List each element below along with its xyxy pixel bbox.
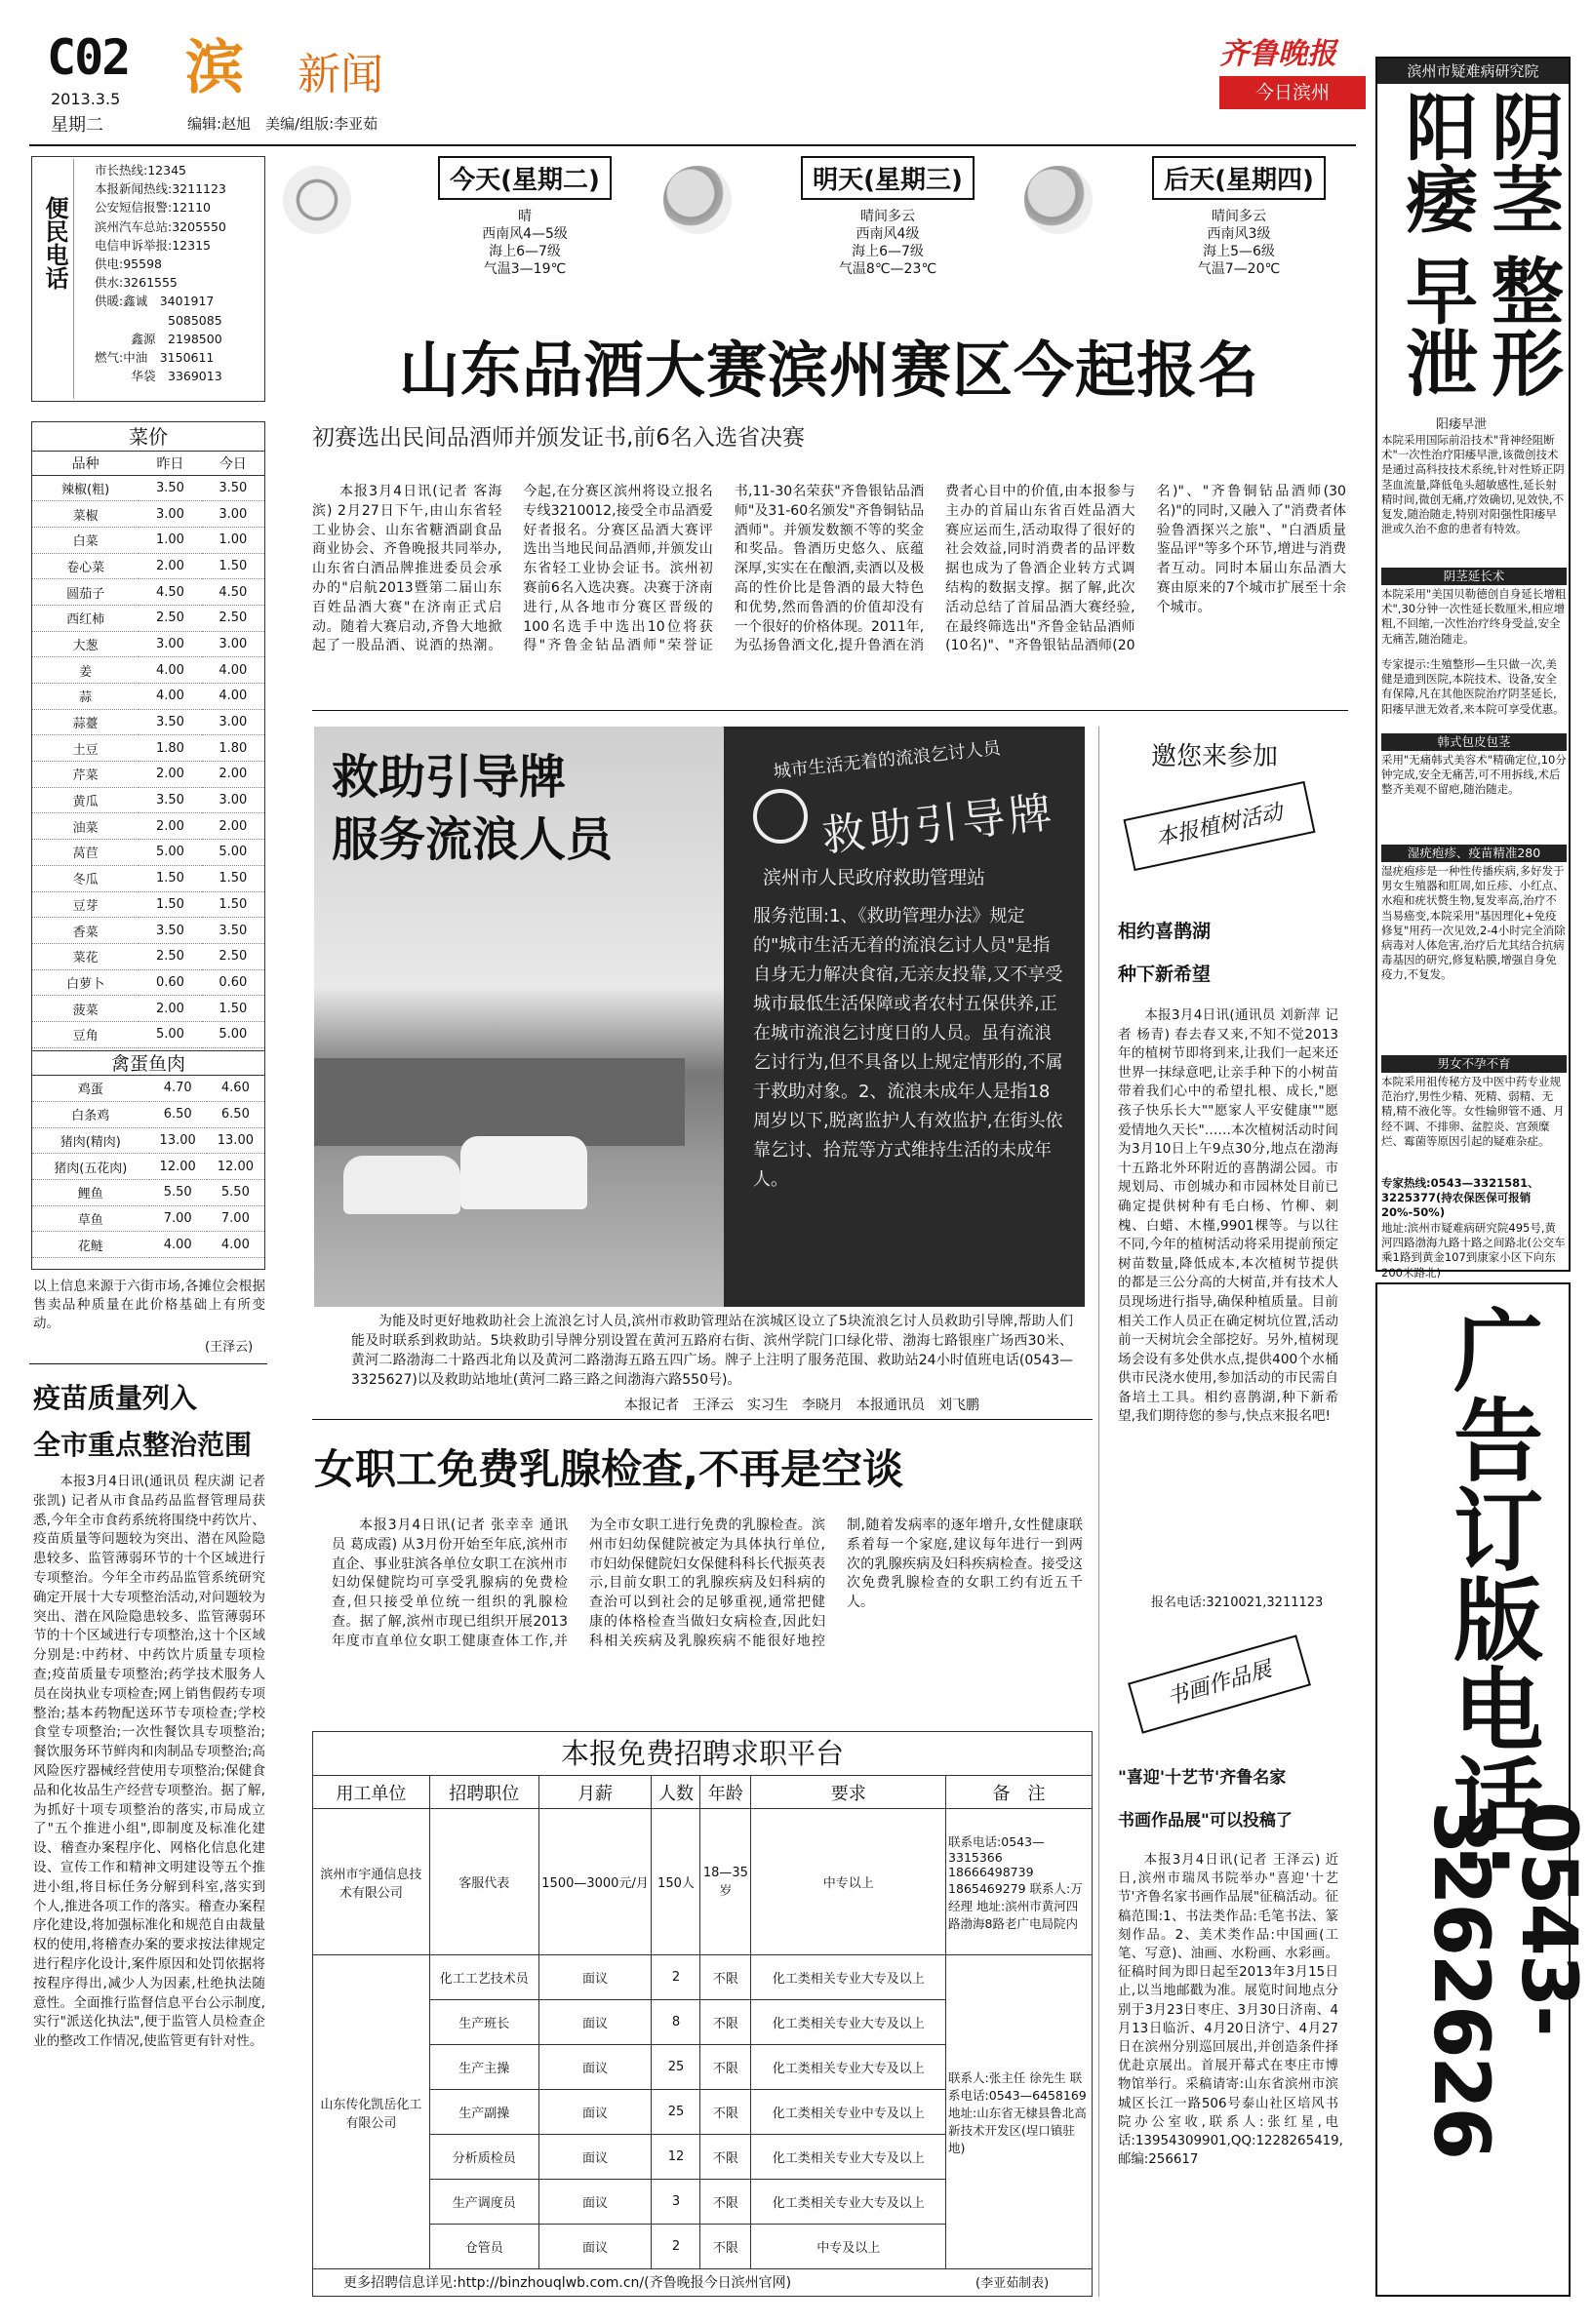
meat-price-table: [32, 1076, 264, 1258]
sign-top-text: 城市生活无着的流浪乞讨人员: [772, 737, 1002, 783]
hotline-item: 市长热线:12345: [95, 163, 186, 177]
veg-header: 今日: [202, 452, 264, 475]
price-cell: 2.50: [139, 605, 201, 631]
price-cell: 1.50: [139, 891, 201, 918]
price-cell: 1.50: [202, 891, 264, 918]
price-cell: 2.00: [139, 762, 201, 788]
recruit-cell: 面议: [538, 2225, 652, 2269]
table-row: [32, 605, 264, 631]
price-cell: 0.60: [202, 969, 264, 996]
photo-buildings: [314, 1058, 685, 1146]
price-note: 以上信息来源于六街市场,各摊位会根据售卖品种质量在此价格基础上有所变动。: [33, 1279, 265, 1331]
recruit-header: 月薪: [538, 1776, 652, 1809]
recruit-cell: 不限: [700, 2225, 751, 2269]
table-row: [32, 1232, 264, 1258]
weather-dayafter-temp: 气温7—20℃: [1197, 261, 1281, 277]
price-cell: 菠菜: [32, 996, 139, 1022]
recruit-cell: 生产班长: [429, 2000, 538, 2045]
photo-credit: 本报记者 王泽云 实习生 李晓月 本报通讯员 刘飞鹏: [624, 1398, 979, 1413]
recruit-cell: 客服代表: [429, 1809, 538, 1955]
rescue-sign-board: [724, 727, 1085, 1307]
price-cell: 13.00: [149, 1127, 207, 1154]
price-cell: 蒜: [32, 684, 139, 710]
table-row: [32, 1205, 264, 1232]
price-cell: 4.50: [139, 579, 201, 606]
clinic-big-1: 阳痿: [1394, 90, 1478, 234]
price-cell: 4.00: [202, 657, 264, 684]
recruit-cell: 不限: [700, 2000, 751, 2045]
weather-strip: [283, 156, 1346, 302]
sign-text: 服务范围:1、《救助管理办法》规定的"城市生活无着的流浪乞讨人员"是指自身无力解决食宿,无亲友投靠,又不享受城市最低生活保障或者农村五保供养,正在城市流浪乞讨度日的人员。虽有流浪乞讨行为,但不具备以上规定情形的,不属于救助对象。2、流浪未成年人是指18周岁以下,脱离监护人有效监护,在街头依靠乞讨、拾荒等方式维持生活的未成年人。: [753, 906, 1063, 1190]
hotline-box: [31, 156, 265, 402]
clinic-t2: 阴茎延长术: [1381, 568, 1567, 585]
price-cell: 2.00: [202, 813, 264, 840]
ad-phone-box: [1375, 1282, 1592, 2297]
recruit-cell: 1500—3000元/月: [538, 1809, 652, 1955]
price-cell: 5.00: [202, 840, 264, 866]
sign-org: 滨州市人民政府救助管理站: [763, 867, 986, 888]
price-cell: 4.60: [207, 1076, 264, 1102]
clinic-address: 地址:滨州市疑难病研究院495号,黄河四路渤海九路十路之间路北(公交车乘1路到黄金107到康家小区下向东200米路北): [1381, 1221, 1566, 1280]
recruit-note: 联系人:张主任 徐先生 联系电话:0543—6458169 地址:山东省无棣县鲁北高新技术开发区(埕口镇驻地): [946, 1955, 1093, 2269]
weather-dayafter-sea: 海上5—6级: [1203, 244, 1275, 259]
price-cell: 5.50: [207, 1179, 264, 1205]
price-cell: 3.50: [139, 475, 201, 501]
recruit-cell: 生产主操: [429, 2045, 538, 2090]
section-logo: 滨: [185, 34, 244, 102]
table-row: [32, 865, 264, 891]
recruit-header: 用工单位: [313, 1776, 430, 1809]
hotline-item: 燃气:中油 3150611: [95, 350, 215, 366]
recruit-header: 招聘职位: [429, 1776, 538, 1809]
newspaper-logo: 齐鲁晚报: [1219, 37, 1336, 71]
price-cell: 12.00: [207, 1154, 264, 1180]
table-row: [32, 813, 264, 840]
price-cell: 5.00: [202, 1021, 264, 1047]
weather-today-wind: 西南风4—5级: [482, 226, 568, 242]
price-cell: 3.00: [139, 501, 201, 528]
hotline-item: 公安短信报警:12110: [95, 200, 211, 216]
recruit-cell: 分析质检员: [429, 2135, 538, 2180]
recruit-cell: 2: [652, 2225, 700, 2269]
price-cell: 辣椒(粗): [32, 475, 139, 501]
recruit-cell: 25: [652, 2045, 700, 2090]
recruit-cell: 生产调度员: [429, 2180, 538, 2225]
left-article-title-1: 疫苗质量列入: [33, 1382, 198, 1414]
price-cell: 1.00: [202, 527, 264, 553]
sign-emblem-icon: [753, 789, 808, 844]
price-cell: 黄瓜: [32, 787, 139, 813]
table-row: [32, 1101, 264, 1127]
table-row: [32, 1076, 264, 1102]
recruit-cell: 仓管员: [429, 2225, 538, 2269]
table-row: [32, 840, 264, 866]
recruit-cell: 化工类相关专业中专及以上: [751, 2090, 946, 2135]
hotline-item: 本报新闻热线:3211123: [95, 181, 226, 197]
price-cell: 4.00: [202, 684, 264, 710]
price-cell: 2.00: [139, 553, 201, 579]
hotline-item: 华袋 3369013: [95, 369, 222, 384]
table-row: [313, 1809, 1093, 1955]
price-cell: 1.50: [202, 553, 264, 579]
price-table-box: [31, 421, 265, 1270]
recruit-cell: 不限: [700, 2180, 751, 2225]
table-row: [32, 969, 264, 996]
price-cell: 2.00: [139, 996, 201, 1022]
clinic-big-4: 整形: [1480, 254, 1564, 398]
price-cell: 草鱼: [32, 1205, 149, 1232]
hotline-list: [95, 161, 260, 385]
hotline-item: 供电:95598: [95, 256, 162, 272]
clinic-p2: 本院采用"美国贝勒德创自身延长增粗术",30分钟一次性延长数厘米,相应增粗,不回缩,一次性治疗终身受益,安全无痛苦,随治随走。: [1381, 587, 1567, 646]
table-row: [32, 735, 264, 762]
price-cell: 姜: [32, 657, 139, 684]
photo-caption: 为能及时更好地救助社会上流浪乞讨人员,滨州市救助管理站在滨城区设立了5块流浪乞讨人员救助引导牌,帮助人们能及时联系到救助站。5块救助引导牌分别设置在黄河五路府右街、滨州学院门口绿化带、渤海七路银座广场西30米、黄河二路渤海二十路西北角以及黄河二路渤海五路五四广场。牌子上注明了服务范围、救助站24小时值班电话(0543—3325627)以及救助站地址(黄河二路三路之间渤海六路550号)。: [351, 1314, 1073, 1388]
clinic-t3: 韩式包皮包茎: [1381, 733, 1567, 751]
price-cell: 3.00: [139, 631, 201, 657]
recruit-cell: 12: [652, 2135, 700, 2180]
price-cell: 4.00: [139, 684, 201, 710]
recruit-cell: 面议: [538, 2180, 652, 2225]
recruit-cell: 不限: [700, 2135, 751, 2180]
art-body: 本报3月4日讯(记者 王泽云) 近日,滨州市瑞凤书院举办"喜迎'十艺节'齐鲁名家书画作品展"征稿活动。征稿范围:1、书法类作品:毛笔书法、篆刻作品。2、美术类作品:中国画(工笔、写意)、油画、水粉画、水彩画。征稿时间为即日起至2013年3月15日止,以当地邮戳为准。展览时间地点分别于3月23日枣庄、3月30日济南、4月13日临沂、4月20日济宁、4月27日在滨州分别巡回展出,并创造条件择优赴京展出。首展开幕式在枣庄市博物馆举行。采稿请寄:山东省滨州市滨城区长江一路506号泰山社区培风书院办公室收,联系人:张红星,电话:13954309901,QQ:1228265419,邮编:256617: [1118, 1853, 1343, 2168]
recruit-cell: 生产副操: [429, 2090, 538, 2135]
weather-today-title: 今天(星期二): [438, 156, 612, 200]
invite-headline-2: 种下新希望: [1118, 964, 1212, 985]
partly-cloudy-icon-2: [1024, 166, 1093, 234]
photo-van: [460, 1136, 587, 1209]
weather-dayafter: [1141, 156, 1336, 278]
main-headline: 山东品酒大赛滨州赛区今起报名: [398, 335, 1259, 406]
recruit-header: 要求: [751, 1776, 946, 1809]
clinic-sub: 阳痿早泄: [1436, 417, 1488, 432]
price-cell: 西红柿: [32, 605, 139, 631]
price-cell: 莴苣: [32, 840, 139, 866]
price-cell: 1.80: [202, 735, 264, 762]
price-cell: 1.50: [202, 865, 264, 891]
clinic-p5: 本院采用祖传秘方及中医中药专业规范治疗,男性少精、死精、弱精、无精,精不液化等。女性输卵管不通、月经不调、不排卵、盆腔炎、宫颈糜烂、霉菌等原因引起的疑难杂症。: [1381, 1075, 1565, 1148]
price-cell: 3.50: [202, 475, 264, 501]
women-headline: 女职工免费乳腺检查,不再是空谈: [314, 1445, 903, 1493]
price-cell: 鲤鱼: [32, 1179, 149, 1205]
table-row: [32, 475, 264, 501]
recruit-cell: 中专及以上: [751, 2225, 946, 2269]
left-article-body: 本报3月4日讯(通讯员 程庆湖 记者 张凯) 记者从市食品药品监督管理局获悉,今年全市食药系统将围绕中药饮片、疫苗质量等问题较为突出、潜在风险隐患较多、监管薄弱环节的十个区域进行专项整治。今年全市药品监管系统研究确定开展十大专项整治活动,对问题较为突出、潜在风险隐患较多、监管薄弱环节的十个区域进行专项整治,这十个区域分别是:中药材、中药饮片质量专项检查;疫苗质量专项整治;药学技术服务人员在岗执业专项检查;网上销售假药专项整治;基本药物配送环节专项检查;学校食堂专项整治;一次性餐饮具专项整治;餐饮服务环节鲜肉和肉制品专项整治;高风险医疗器械经营使用专项整治;保健食品和化妆品生产经营专项整治。据了解,为抓好十项专项整治的落实,市局成立了"五个推进小组",即制度及标准化建设、稽查办案程序化、网格化信息化建设、宣传工作和精神文明建设等五个推进小组,将目标任务分解到科室,落实到个人,推进各项工作的落实。稽查办案程序化建设,将加强标准化和规范自由裁量权的使用,将稽查办案的要求按法律规定进行程序化设计,案件原因和处罚依据将按程序得出,减少人为因素,杜绝执法随意性。全面推行监督信息平台公示制度,实行"派送化执法",便于监管人员检查企业的整改工作情况,使监管更有针对性。: [33, 1474, 265, 2050]
price-cell: 大葱: [32, 631, 139, 657]
weather-dayafter-wind: 西南风3级: [1207, 226, 1271, 242]
price-cell: 白菜: [32, 527, 139, 553]
recruit-cell: 中专以上: [751, 1809, 946, 1955]
weather-today-temp: 气温3—19℃: [483, 261, 567, 277]
art-headline-1: "喜迎'十艺节'齐鲁名家: [1118, 1768, 1287, 1788]
table-row: [32, 579, 264, 606]
table-row: [32, 891, 264, 918]
price-cell: 3.50: [139, 787, 201, 813]
price-cell: 豆角: [32, 1021, 139, 1047]
price-cell: 6.50: [149, 1101, 207, 1127]
weather-today: [427, 156, 622, 278]
weather-tomorrow-temp: 气温8℃—23℃: [838, 261, 937, 277]
price-cell: 芹菜: [32, 762, 139, 788]
recruit-cell: 面议: [538, 2135, 652, 2180]
clinic-ad: [1375, 57, 1571, 1280]
table-row: [32, 527, 264, 553]
price-cell: 3.50: [202, 918, 264, 944]
photo-overlay-title-2: 服务流浪人员: [332, 812, 614, 867]
hotline-item: 供水:3261555: [95, 275, 178, 291]
price-cell: 菜椒: [32, 501, 139, 528]
clinic-hotline: 专家热线:0543—3321581、3225377(持农保医保可报销20%-50%): [1381, 1176, 1539, 1220]
price-cell: 12.00: [149, 1154, 207, 1180]
table-row: [32, 1179, 264, 1205]
price-cell: 0.60: [139, 969, 201, 996]
issue-weekday: 星期二: [51, 115, 103, 136]
table-row: [32, 1127, 264, 1154]
clinic-p1: 本院采用国际前沿技术"背神经阻断术"一次性治疗阳痿早泄,该微创技术是通过高科技技术系统,针对性矫正阴茎血流量,降低龟头超敏感性,延长射精时间,微创无痛,疗效确切,见效快,不复发,随治随走,特别对阳强性阳痿早泄或久治不愈的患者有特效。: [1381, 433, 1565, 536]
price-cell: 3.00: [202, 787, 264, 813]
price-cell: 白萝卜: [32, 969, 139, 996]
price-cell: 1.00: [139, 527, 201, 553]
veg-header: 品种: [32, 452, 139, 475]
photo-car: [343, 1156, 460, 1214]
clinic-t5: 男女不孕不育: [1381, 1055, 1567, 1073]
price-cell: 1.80: [139, 735, 201, 762]
invite-title: 邀您来参加: [1151, 742, 1279, 771]
table-row: [32, 996, 264, 1022]
price-cell: 蒜薹: [32, 709, 139, 735]
table-row: [32, 787, 264, 813]
clinic-t4: 湿疣疱疹、疫苗精准280: [1381, 845, 1567, 862]
weather-dayafter-title: 后天(星期四): [1152, 156, 1326, 200]
recruit-cell: 化工工艺技术员: [429, 1955, 538, 2000]
price-cell: 5.00: [139, 1021, 201, 1047]
table-row: [32, 918, 264, 944]
recruit-header: 年龄: [700, 1776, 751, 1809]
price-cell: 3.50: [139, 918, 201, 944]
hotline-item: 滨州汽车总站:3205550: [95, 218, 226, 234]
table-row: [32, 631, 264, 657]
recruit-company: 山东传化凯岳化工有限公司: [313, 1955, 430, 2269]
recruit-cell: 18—35岁: [700, 1809, 751, 1955]
recruit-cell: 不限: [700, 2090, 751, 2135]
price-cell: 鸡蛋: [32, 1076, 149, 1102]
price-cell: 3.00: [202, 501, 264, 528]
news-photo: [314, 727, 1085, 1307]
weather-tomorrow-wind: 西南风4级: [856, 226, 920, 242]
sun-icon: [283, 166, 351, 234]
weather-tomorrow-cond: 晴间多云: [860, 209, 915, 224]
table-row: [32, 943, 264, 969]
weather-tomorrow-title: 明天(星期三): [801, 156, 975, 200]
price-cell: 花鲢: [32, 1232, 149, 1258]
table-row: [32, 553, 264, 579]
recruit-cell: 3: [652, 2180, 700, 2225]
tree-planting-stamp: 本报植树活动: [1123, 781, 1315, 871]
price-cell: 3.00: [202, 631, 264, 657]
ad-booking-title: 广告订版电话:: [1439, 1304, 1543, 1878]
clinic-org: 滨州市疑难病研究院: [1377, 59, 1569, 84]
price-cell: 4.00: [139, 657, 201, 684]
price-cell: 1.50: [202, 996, 264, 1022]
price-cell: 3.50: [139, 709, 201, 735]
price-cell: 冬瓜: [32, 865, 139, 891]
veg-header: 昨日: [139, 452, 201, 475]
recruit-cell: 化工类相关专业大专及以上: [751, 2135, 946, 2180]
recruit-cell: 面议: [538, 2045, 652, 2090]
table-row: [32, 709, 264, 735]
women-story-body: 本报3月4日讯(记者 张幸幸 通讯员 葛成霞) 从3月份开始至年底,滨州市直企、事业驻滨各单位女职工在滨州市妇幼保健院均可享受乳腺病的免费检查,但只接受单位统一组织的乳腺检查。据了解,滨州市现已组织开展2013年度市直单位女职工健康查体工作,并为全市女职工进行免费的乳腺检查。滨州市妇幼保健院被定为具体执行单位,市妇幼保健院妇女保健科科长代振英表示,目前女职工的乳腺疾病及妇科病的查治可以到社会的足够重视,通常把健康的体格检查当做妇女病检查,因此妇科相关疾病及乳腺疾病不能很好地控制,随着发病率的逐年增升,女性健康联系着每一个家庭,建议每年进行一到两次的乳腺疾病及妇科疾病检查。接受这次免费乳腺检查的女职工约有近五千人。: [332, 1517, 1083, 1649]
page-number: C02: [47, 29, 130, 86]
recruit-cell: 150人: [652, 1809, 700, 1955]
table-row: [32, 684, 264, 710]
recruit-cell: 化工类相关专业大专及以上: [751, 2180, 946, 2225]
clinic-p3: 采用"无痛韩式美容术"精确定位,10分钟完成,安全无痛苦,可不用拆线,术后整齐美观不留疤,随治随走。: [1381, 753, 1567, 797]
table-row: [32, 762, 264, 788]
invite-headline-1: 相约喜鹊湖: [1118, 921, 1212, 942]
edition-badge: 今日滨州: [1219, 76, 1366, 109]
price-cell: 圆茄子: [32, 579, 139, 606]
price-cell: 13.00: [207, 1127, 264, 1154]
hotline-item: 供暖:鑫诚 3401917: [95, 294, 215, 309]
price-cell: 4.00: [207, 1232, 264, 1258]
recruit-platform: [312, 1731, 1093, 2297]
left-article-title-2: 全市重点整治范围: [33, 1429, 253, 1461]
issue-date: 2013.3.5: [51, 90, 121, 108]
recruit-cell: 8: [652, 2000, 700, 2045]
clinic-p4: 湿疣疱疹是一种性传播疾病,多好发于男女生殖器和肛周,如丘疹、小红点、水疱和疣状赘生物,复发率高,治疗不当易癌变,本院采用"基因理化+免疫修复"用药一次见效,2-4小时完全消除病毒对人体危害,治疗后尤其结合抗病毒基因的研究,修复粘膜,增强自身免疫力,不复发。: [1381, 864, 1566, 982]
clinic-big-3: 早泄: [1394, 254, 1478, 398]
price-cell: 猪肉(五花肉): [32, 1154, 149, 1180]
recruit-footer-author: (李亚茹制表): [975, 2276, 1050, 2291]
price-cell: 2.50: [202, 943, 264, 969]
recruit-cell: 面议: [538, 2000, 652, 2045]
price-cell: 香菜: [32, 918, 139, 944]
price-cell: 豆芽: [32, 891, 139, 918]
price-note-author: (王泽云): [205, 1340, 254, 1355]
clinic-p2b: 专家提示:生殖整形—生只做一次,美健是遗到医院,本院技术、设备,安全有保障,凡在其他医院治疗阴茎延长,阳痿早泄无效者,来本院可享受优惠。: [1381, 657, 1565, 716]
weather-tomorrow: [790, 156, 985, 278]
main-subhead: 初赛选出民间品酒师并颁发证书,前6名入选省决赛: [312, 425, 805, 451]
price-cell: 7.00: [149, 1205, 207, 1232]
price-cell: 2.50: [139, 943, 201, 969]
art-headline-2: 书画作品展"可以投稿了: [1118, 1811, 1293, 1831]
price-cell: 卷心菜: [32, 553, 139, 579]
recruit-cell: 不限: [700, 1955, 751, 2000]
price-table-title: 菜价: [32, 422, 264, 452]
weather-today-sea: 海上6—7级: [489, 244, 561, 259]
section-logo-text: 新闻: [298, 50, 383, 99]
price-cell: 猪肉(精肉): [32, 1127, 149, 1154]
recruit-cell: 面议: [538, 2090, 652, 2135]
hotline-item: 鑫源 2198500: [95, 331, 222, 346]
art-exhibit-stamp: 书画作品展: [1128, 1635, 1311, 1734]
recruit-company: 滨州市宇通信息技术有限公司: [313, 1809, 430, 1955]
ad-booking-phone: 0543-3262626: [1416, 1801, 1592, 2158]
price-cell: 6.50: [207, 1101, 264, 1127]
price-cell: 4.00: [149, 1232, 207, 1258]
table-row: [32, 657, 264, 684]
invite-body: 本报3月4日讯(通讯员 刘新萍 记者 杨青) 春去春又来,不知不觉2013年的植树节即将到来,让我们一起来还世界一抹绿意吧,让亲手种下的小树苗带着我们心中的希望扎根、成长,"愿孩子快乐长大""愿家人平安健康""愿爱情地久天长"……本次植树活动时间为3月10日上午9点30分,地点在渤海十五路北外环附近的喜鹊湖公园。市规划局、市创城办和市园林处目前已确定提供树种有毛白杨、竹柳、刺槐、白蜡、木槿,9901棵等。与以往不同,今年的植树活动将采用提前预定树苗数量,降低成本,本次植树节提供的都是三公分高的大树苗,并有技术人员现场进行指导,确保种植质量。目前相关工作人员正在确定树坑位置,活动前一天树坑会全部挖好。另外,植树现场会设有多处供水点,提供400个水桶供市民浇水使用,参加活动的市民需自备培土工具。相约喜鹊湖,种下新希望,我们期待您的参与,快点来报名吧!: [1118, 1007, 1338, 1425]
price-cell: 5.50: [149, 1179, 207, 1205]
price-cell: 菜花: [32, 943, 139, 969]
partly-cloudy-icon: [663, 166, 732, 234]
recruit-cell: 2: [652, 1955, 700, 2000]
invite-phone: 报名电话:3210021,3211123: [1151, 1595, 1324, 1610]
recruit-cell: 不限: [700, 2045, 751, 2090]
recruit-footer: 更多招聘信息详见:http://binzhouqlwb.com.cn/(齐鲁晚报今日滨州官网): [343, 2275, 792, 2291]
recruit-header: 人数: [652, 1776, 700, 1809]
veg-price-table: [32, 452, 264, 1048]
photo-overlay-title-1: 救助引导牌: [332, 750, 567, 805]
price-cell: 土豆: [32, 735, 139, 762]
editor-credits: 编辑:赵旭 美编/组版:李亚茹: [187, 115, 378, 133]
meat-table-title: 禽蛋鱼肉: [32, 1050, 264, 1076]
recruit-cell: 面议: [538, 1955, 652, 2000]
weather-dayafter-cond: 晴间多云: [1212, 209, 1266, 224]
recruit-cell: 化工类相关专业大专及以上: [751, 1955, 946, 2000]
price-cell: 3.00: [202, 709, 264, 735]
sign-title: 救助引导牌: [819, 787, 1058, 862]
hotline-item: 电信申诉举报:12315: [95, 237, 211, 253]
clinic-big-2: 阴茎: [1480, 90, 1564, 234]
table-row: [32, 1021, 264, 1047]
price-cell: 7.00: [207, 1205, 264, 1232]
price-cell: 2.50: [202, 605, 264, 631]
recruit-cell: 25: [652, 2090, 700, 2135]
recruit-title: 本报免费招聘求职平台: [560, 1737, 844, 1770]
table-row: [313, 1955, 1093, 2000]
price-cell: 4.70: [149, 1076, 207, 1102]
recruit-header: 备 注: [946, 1776, 1093, 1809]
recruit-table: [312, 1775, 1093, 2269]
weather-tomorrow-sea: 海上6—7级: [852, 244, 924, 259]
price-cell: 2.00: [139, 813, 201, 840]
price-cell: 4.50: [202, 579, 264, 606]
price-cell: 1.50: [139, 865, 201, 891]
table-row: [32, 1154, 264, 1180]
main-story-body: 本报3月4日讯(记者 客海滨) 2月27日下午,由山东省轻工业协会、山东省糖酒副食品商业协会、齐鲁晚报共同举办,山东省白酒品牌推进委员会承办的"启航2013暨第二届山东百姓品酒大赛"在济南正式启动。随着大赛启动,齐鲁大地掀起了一股品酒、说酒的热潮。今起,在分赛区滨州将设立报名专线3210012,接受全市品酒爱好者报名。分赛区品酒大赛评选出当地民间品酒师,并颁发山东省轻工业协会证书。滨州初赛前6名入选决赛。决赛于济南进行,从各地市分赛区晋级的100名选手中选出10位将获得"齐鲁金钻品酒师"荣誉证书,11-30名荣获"齐鲁银钻品酒师"及31-60名颁发"齐鲁铜钻品酒师"。并颁发数额不等的奖金和奖品。鲁酒历史悠久、底蕴深厚,实实在在酿酒,卖酒以及极高的性价比是鲁酒的最大特色和优势,然而鲁酒的价值却没有一个很好的价格体现。2011年,为弘扬鲁酒文化,提升鲁酒在消费者心目中的价值,由本报参与主办的首届山东省百姓品酒大赛应运而生,活动取得了很好的社会效益,同时消费者的品评数据也成为了鲁酒企业转方式调结构的数据支撑。据了解,此次活动总结了首届品酒大赛经验,在最终筛选出"齐鲁金钻品酒师(10名)"、"齐鲁银钻品酒师(20名)"、"齐鲁铜钻品酒师(30名)"的同时,又融入了"消费者体验鲁酒探兴之旅"、"白酒质量鉴品评"等多个环节,增进与消费者互动。同时本届山东品酒大赛由原来的7个城市扩展至十余个城市。: [312, 484, 1346, 654]
table-row: [32, 501, 264, 528]
hotline-side-title: 便民电话: [41, 196, 69, 290]
recruit-note: 联系电话:0543—3315366 18666498739 1865469279 联系人:万经理 地址:滨州市黄河四路渤海8路老广电局院内: [946, 1809, 1093, 1955]
price-cell: 5.00: [139, 840, 201, 866]
hotline-item: 5085085: [95, 312, 222, 328]
recruit-cell: 化工类相关专业大专及以上: [751, 2000, 946, 2045]
price-cell: 油菜: [32, 813, 139, 840]
header-rule: [29, 144, 1356, 146]
price-cell: 2.00: [202, 762, 264, 788]
price-cell: 白条鸡: [32, 1101, 149, 1127]
recruit-cell: 化工类相关专业大专及以上: [751, 2045, 946, 2090]
weather-today-cond: 晴: [518, 209, 532, 224]
